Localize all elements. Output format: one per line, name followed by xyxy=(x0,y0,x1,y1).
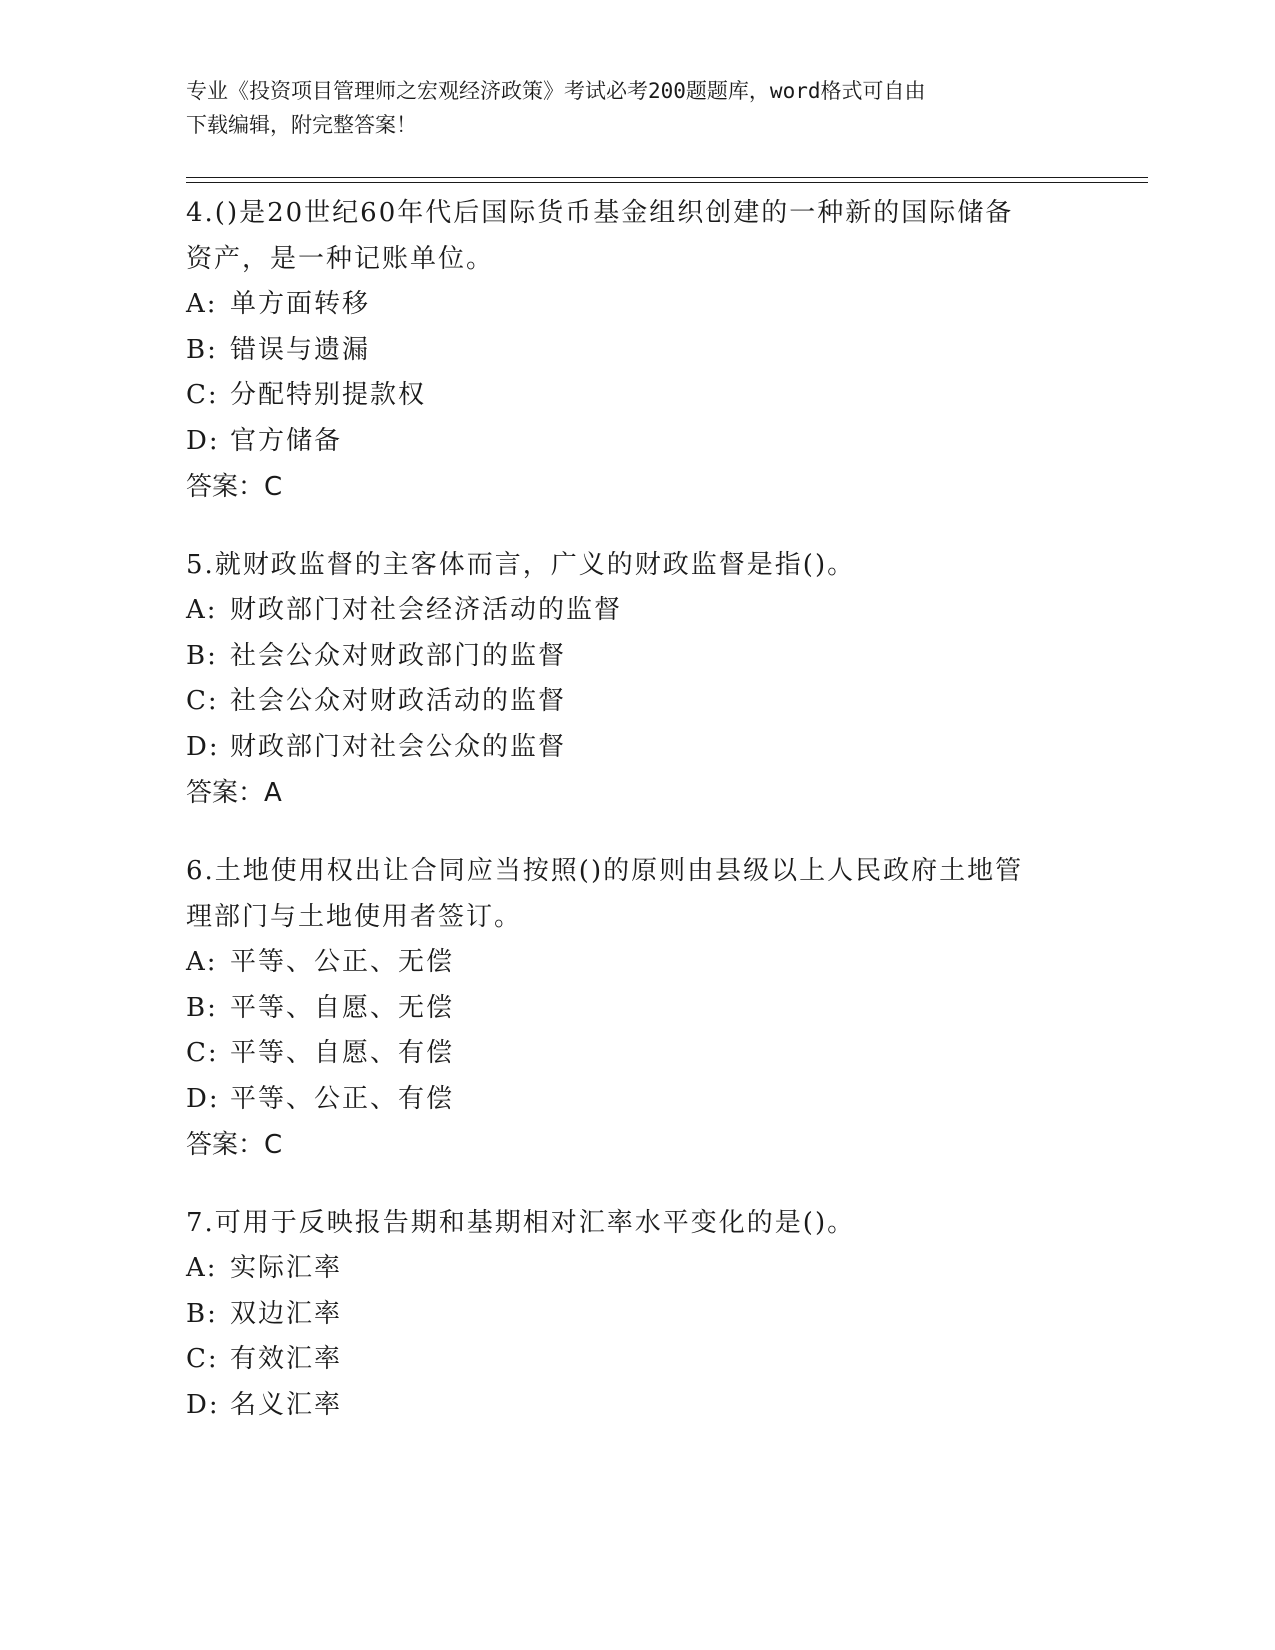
option-text: 名义汇率 xyxy=(230,1389,343,1420)
option-text: 社会公众对财政活动的监督 xyxy=(230,686,567,716)
option-b xyxy=(186,1292,1066,1338)
option-text: 有效汇率 xyxy=(230,1344,343,1374)
option-a xyxy=(186,282,1066,328)
option-letter: C: xyxy=(186,1344,219,1374)
option-d xyxy=(186,1077,1066,1123)
header-divider-bottom xyxy=(186,182,1148,183)
option-b xyxy=(186,986,1066,1032)
question-stem: 6.土地使用权出让合同应当按照()的原则由县级以上人民政府土地管 xyxy=(186,856,1024,886)
option-text: 财政部门对社会经济活动的监督 xyxy=(230,595,623,625)
option-letter: A: xyxy=(186,947,218,977)
option-b xyxy=(186,634,1066,680)
option-text: 单方面转移 xyxy=(230,289,371,319)
question-item xyxy=(186,848,1066,1168)
option-letter: D: xyxy=(186,425,220,456)
question-stem: 4.()是20世纪60年代后国际货币基金组织创建的一种新的国际储备 xyxy=(186,198,1014,228)
option-c xyxy=(186,679,1066,725)
option-text: 双边汇率 xyxy=(230,1298,343,1329)
question-list xyxy=(186,190,1066,1460)
option-letter: A: xyxy=(186,289,218,319)
option-letter: A: xyxy=(186,1253,218,1283)
question-stem-continuation: 理部门与土地使用者签订。 xyxy=(186,902,523,932)
option-letter: C: xyxy=(186,686,219,716)
option-c xyxy=(186,373,1066,419)
option-text: 财政部门对社会公众的监督 xyxy=(230,731,567,762)
option-a xyxy=(186,588,1066,634)
option-letter: D: xyxy=(186,731,220,762)
document-header xyxy=(186,74,1066,142)
answer-line: 答案：A xyxy=(186,778,282,808)
header-line-1: 专业《投资项目管理师之宏观经济政策》考试必考200题题库，word格式可自由 xyxy=(186,79,926,103)
question-item xyxy=(186,542,1066,816)
answer-line: 答案：C xyxy=(186,1130,283,1160)
question-item xyxy=(186,190,1066,510)
option-letter: C: xyxy=(186,380,219,410)
option-text: 平等、公正、有偿 xyxy=(230,1083,455,1114)
option-c xyxy=(186,1337,1066,1383)
option-text: 官方储备 xyxy=(230,425,343,456)
option-text: 分配特别提款权 xyxy=(230,380,427,410)
answer-line: 答案：C xyxy=(186,472,283,502)
option-letter: C: xyxy=(186,1038,219,1068)
option-letter: D: xyxy=(186,1389,220,1420)
option-text: 实际汇率 xyxy=(230,1253,343,1283)
option-b xyxy=(186,328,1066,374)
option-letter: B: xyxy=(186,992,218,1023)
option-letter: B: xyxy=(186,334,218,365)
header-divider-top xyxy=(186,177,1148,178)
option-letter: D: xyxy=(186,1083,220,1114)
header-line-2: 下载编辑，附完整答案！ xyxy=(186,113,417,137)
option-d xyxy=(186,725,1066,771)
option-letter: B: xyxy=(186,1298,218,1329)
option-d xyxy=(186,1383,1066,1429)
option-text: 平等、公正、无偿 xyxy=(230,947,455,977)
option-letter: A: xyxy=(186,595,218,625)
option-text: 错误与遗漏 xyxy=(230,334,371,365)
option-text: 社会公众对财政部门的监督 xyxy=(230,640,567,671)
option-a xyxy=(186,1246,1066,1292)
option-text: 平等、自愿、有偿 xyxy=(230,1038,455,1068)
question-stem: 5.就财政监督的主客体而言，广义的财政监督是指()。 xyxy=(186,550,856,580)
option-letter: B: xyxy=(186,640,218,671)
question-stem: 7.可用于反映报告期和基期相对汇率水平变化的是()。 xyxy=(186,1208,856,1238)
option-c xyxy=(186,1031,1066,1077)
option-a xyxy=(186,940,1066,986)
question-item xyxy=(186,1200,1066,1428)
option-text: 平等、自愿、无偿 xyxy=(230,992,455,1023)
question-stem-continuation: 资产，是一种记账单位。 xyxy=(186,244,495,274)
option-d xyxy=(186,419,1066,465)
